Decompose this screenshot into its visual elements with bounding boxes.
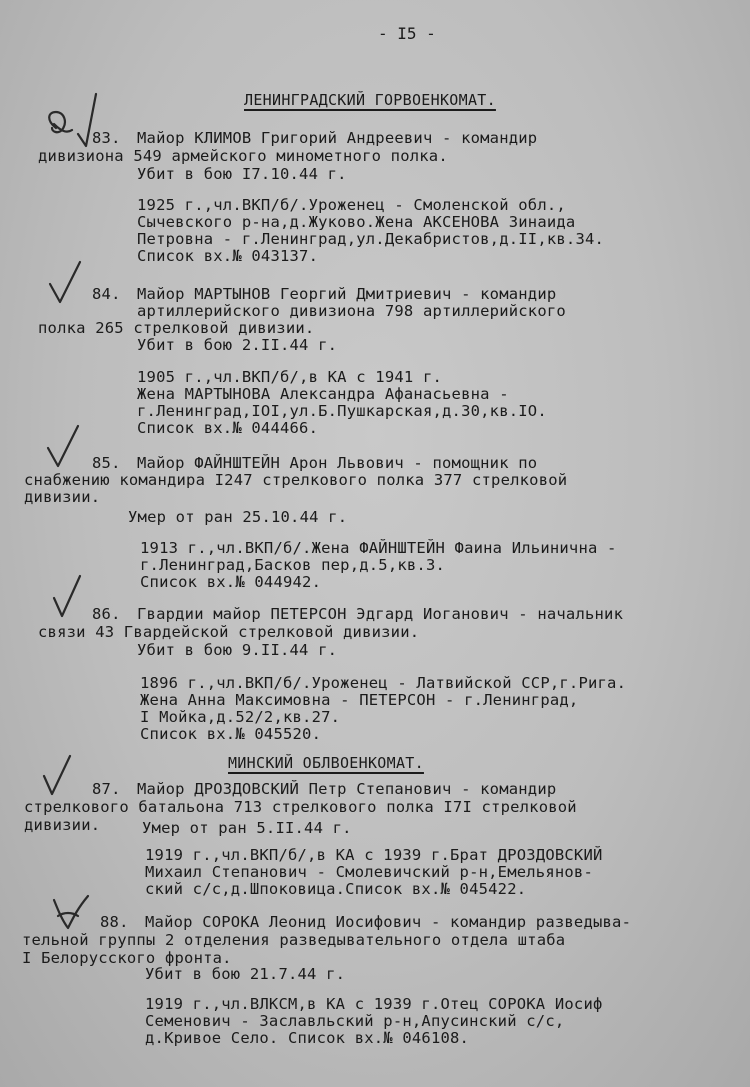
- entry-text-line: дивизиона 549 армейского минометного полка.: [38, 147, 448, 165]
- entry-text-line: Майор КЛИМОВ Григорий Андреевич - командир: [137, 129, 538, 147]
- entry-detail-line: г.Ленинград,IOI,ул.Б.Пушкарская,д.30,кв.IO.: [137, 402, 547, 420]
- entry-text-line: тельной группы 2 отделения разведывательного отдела штаба: [22, 931, 566, 949]
- handwritten-check-mark: [46, 258, 86, 308]
- entry-detail-line: Петровна - г.Ленинград,ул.Декабристов,д.II,кв.34.: [137, 230, 605, 248]
- entry-detail-line: 1919 г.,чл.ВКП/б/,в КА с 1939 г.Брат ДРОЗДОВСКИЙ: [145, 846, 603, 864]
- entry-detail-line: Жена Анна Максимовна - ПЕТЕРСОН - г.Ленинград,: [140, 691, 579, 709]
- entry-number: 84.: [92, 285, 121, 303]
- entry-text-line: дивизии.: [24, 488, 101, 506]
- entry-text-line: Майор ДРОЗДОВСКИЙ Петр Степанович - командир: [137, 780, 557, 798]
- section-heading: ЛЕНИНГРАДСКИЙ ГОРВОЕНКОМАТ.: [244, 91, 496, 109]
- entry-text-line: Убит в бою 21.7.44 г.: [145, 965, 346, 983]
- entry-text-line: Умер от ран 5.II.44 г.: [142, 819, 352, 837]
- entry-text-line: полка 265 стрелковой дивизии.: [38, 319, 315, 337]
- entry-detail-line: Семенович - Заславльский р-н,Апусинский с/с,: [145, 1012, 565, 1030]
- entry-text-line: Умер от ран 25.10.44 г.: [128, 508, 348, 526]
- entry-text-line: I Белорусского фронта.: [22, 949, 232, 967]
- entry-text-line: Майор МАРТЫНОВ Георгий Дмитриевич - командир: [137, 285, 557, 303]
- entry-text-line: Гвардии майор ПЕТЕРСОН Эдгард Иоганович - начальник: [137, 605, 624, 623]
- section-heading: МИНСКИЙ ОБЛВОЕНКОМАТ.: [228, 754, 424, 772]
- entry-text-line: снабжению командира I247 стрелкового полка 377 стрелковой: [24, 471, 568, 489]
- handwritten-check-mark: [50, 572, 90, 622]
- entry-text-line: стрелкового батальона 713 стрелкового полка I7I стрелковой: [24, 798, 577, 816]
- entry-text-line: Убит в бою 9.II.44 г.: [137, 641, 338, 659]
- entry-number: 87.: [92, 780, 121, 798]
- entry-number: 88.: [100, 913, 129, 931]
- entry-number: 83.: [92, 129, 121, 147]
- entry-detail-line: Жена МАРТЫНОВА Александра Афанасьевна -: [137, 385, 509, 403]
- entry-detail-line: 1919 г.,чл.ВЛКСМ,в КА с 1939 г.Отец СОРОКА Иосиф: [145, 995, 603, 1013]
- entry-detail-line: 1913 г.,чл.ВКП/б/.Жена ФАЙНШТЕЙН Фаина Ильинична -: [140, 539, 617, 557]
- entry-detail-line: г.Ленинград,Басков пер,д.5,кв.3.: [140, 556, 446, 574]
- entry-text-line: Убит в бою 2.II.44 г.: [137, 336, 338, 354]
- entry-detail-line: Сычевского р-на,д.Жуково.Жена АКСЕНОВА Зинаида: [137, 213, 576, 231]
- handwritten-check-mark: [44, 422, 84, 472]
- entry-text-line: Убит в бою I7.10.44 г.: [137, 165, 347, 183]
- handwritten-check-mark: [40, 752, 80, 802]
- entry-text-line: Майор ФАЙНШТЕЙН Арон Львович - помощник по: [137, 454, 538, 472]
- entry-text-line: артиллерийского дивизиона 798 артиллерийского: [137, 302, 566, 320]
- entry-text-line: Майор СОРОКА Леонид Иосифович - командир разведыва-: [145, 913, 632, 931]
- entry-detail-line: ский с/с,д.Шпоковица.Список вх.№ 045422.: [145, 880, 527, 898]
- entry-detail-line: 1925 г.,чл.ВКП/б/.Уроженец - Смоленской обл.,: [137, 196, 566, 214]
- entry-text-line: дивизии.: [24, 816, 101, 834]
- entry-detail-line: Михаил Степанович - Смолевичский р-н,Емельянов-: [145, 863, 593, 881]
- entry-detail-line: Список вх.№ 044942.: [140, 573, 322, 591]
- entry-number: 86.: [92, 605, 121, 623]
- entry-detail-line: 1896 г.,чл.ВКП/б/.Уроженец - Латвийской ССР,г.Рига.: [140, 674, 627, 692]
- entry-detail-line: I Мойка,д.52/2,кв.27.: [140, 708, 341, 726]
- entry-detail-line: д.Кривое Село. Список вх.№ 046108.: [145, 1029, 470, 1047]
- entry-detail-line: 1905 г.,чл.ВКП/б/,в КА с 1941 г.: [137, 368, 443, 386]
- entry-detail-line: Список вх.№ 045520.: [140, 725, 322, 743]
- entry-detail-line: Список вх.№ 043137.: [137, 247, 319, 265]
- page-number: - I5 -: [378, 24, 436, 43]
- entry-detail-line: Список вх.№ 044466.: [137, 419, 319, 437]
- entry-number: 85.: [92, 454, 121, 472]
- entry-text-line: связи 43 Гвардейской стрелковой дивизии.: [38, 623, 420, 641]
